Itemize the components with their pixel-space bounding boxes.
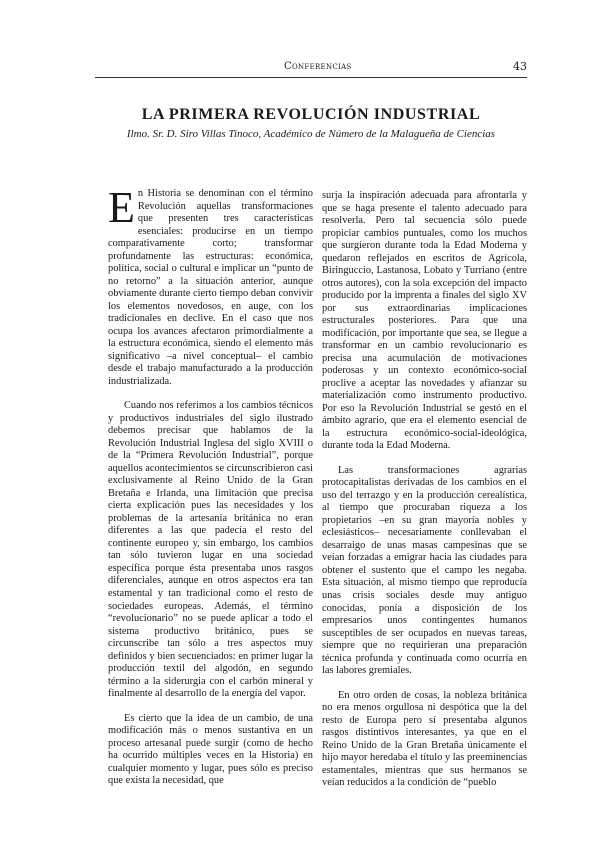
running-header: [95, 61, 527, 78]
drop-cap: E: [108, 188, 135, 232]
right-column: [322, 190, 527, 810]
paragraph-5: Las transformaciones agrarias protocapitalistas derivadas de los cambios en el uso del terrazgo y en la producción cerealística, al tiempo que procuraban riqueza a los propietarios –en su gran mayoría nobles y eclesiásticos– necesariamente conllevaban el desarraigo de unas masas campesinas que se veían forzadas a emigrar hacia las ciudades para obtener el sustento que el campo les negaba. Esta situación, al mismo tiempo que reproducía unas crisis sociales desde muy antiguo conocidas, ponía a disposición de los empresarios unos contingentes humanos susceptibles de ser ocupados en nuevas tareas, siempre que no requirieran una preparación técnica profunda y continuada como ocurría en las labores gremiales.: [322, 464, 527, 677]
paragraph-2: Cuando nos referimos a los cambios técnicos y productivos industriales del siglo ilustrado debemos precisar que hablamos de la Revolución Industrial Inglesa del siglo XVIII o de la “Primera Revolución Industrial”, porque aquellos acontecimientos se circunscribieron casi exclusivamente al Reino Unido de la Gran Bretaña e Irlanda, una limitación que precisa cierta explicación pues las necesidades y los problemas de la artesanía británica no eran diferentes a las que padecía el resto del continente europeo y, sin embargo, los cambios tan sólo tuvieron lugar en una sociedad específica porque ésta presentaba unos rasgos diferenciales, aunque en otros aspectos era tan estamental y tan tradicional como el resto de sociedades europeas. Además, el término “revolucionario” no se puede aplicar a todo el sistema productivo británico, pues se circunscribe tan sólo a tres aspectos muy definidos y bien secuenciados: en primer lugar la producción textil del algodón, en segundo término a la siderurgia con el carbón mineral y finalmente al desarrollo de la energía del vapor.: [108, 400, 313, 700]
paragraph-3: Es cierto que la idea de un cambio, de una modificación más o menos sustantiva en un proceso artesanal puede surgir (como de hecho ha ocurrido múltiples veces en la Historia) en cualquier momento y lugar, pues sólo es preciso que exista la necesidad, que: [108, 712, 313, 787]
paragraph-4: surja la inspiración adecuada para afrontarla y que se haga presente el talento adecuado para resolverla. Pero tal secuencia sólo puede propiciar cambios puntuales, como los muchos que surgieron durante toda la Edad Moderna y quedaron reflejados en escritos de Agrícola, Biringuccio, Lastanosa, Lobato y Turriano (entre otros autores), con la sola excepción del impacto producido por la imprenta a finales del siglo XV por sus extraordinarias implicaciones estructurales posteriores. Para que una modificación, por importante que sea, se llegue a transformar en un cambio revolucionario es precisa una acumulación de motivaciones poderosas y un contexto económico-social proclive a aceptar las novedades y afianzar su materialización como instrumento productivo. Por eso la Revolución Industrial se gestó en el ámbito agrario, que era el elemento esencial de la estructura económico-social-ideológica, durante toda la Edad Moderna.: [322, 190, 527, 452]
paragraph-6: En otro orden de cosas, la nobleza británica no era menos orgullosa ni despótica que la del resto de Europa pero sí presentaba algunos rasgos distintivos interesantes, ya que en el Reino Unido de la Gran Bretaña únicamente el hijo mayor heredaba el título y las preeminencias estamentales, mientras que sus hermanos se veían reducidos a la condición de “pueblo: [322, 689, 527, 789]
article-title: LA PRIMERA REVOLUCIÓN INDUSTRIAL: [141, 106, 481, 123]
left-column: [108, 188, 313, 808]
article-author: Ilmo. Sr. D. Siro Villas Tinoco, Académico de Número de la Malagueña de Ciencias: [126, 128, 496, 140]
section-name: Conferencias: [284, 61, 352, 72]
paragraph-1-text: n Historia se denominan con el término Revolución aquellas transformaciones que presenten tres características esenciales: producirse en un tiempo comparativamente corto; transformar profundamente las estructuras: económica, política, social o cultural e implicar un “punto de no retorno” a la situación anterior, aunque obviamente durante cierto tiempo deban convivir los elementos novedosos, en auge, con los tradicionales en declive. En el caso que nos ocupa los avances afectaron primordialmente a la estructura económica, siendo el elemento más significativo –a nivel conceptual– el cambio desde el trabajo manufacturado a la producción industrializada.: [108, 188, 313, 387]
page-number: 43: [513, 60, 527, 73]
paragraph-1: [108, 188, 313, 388]
